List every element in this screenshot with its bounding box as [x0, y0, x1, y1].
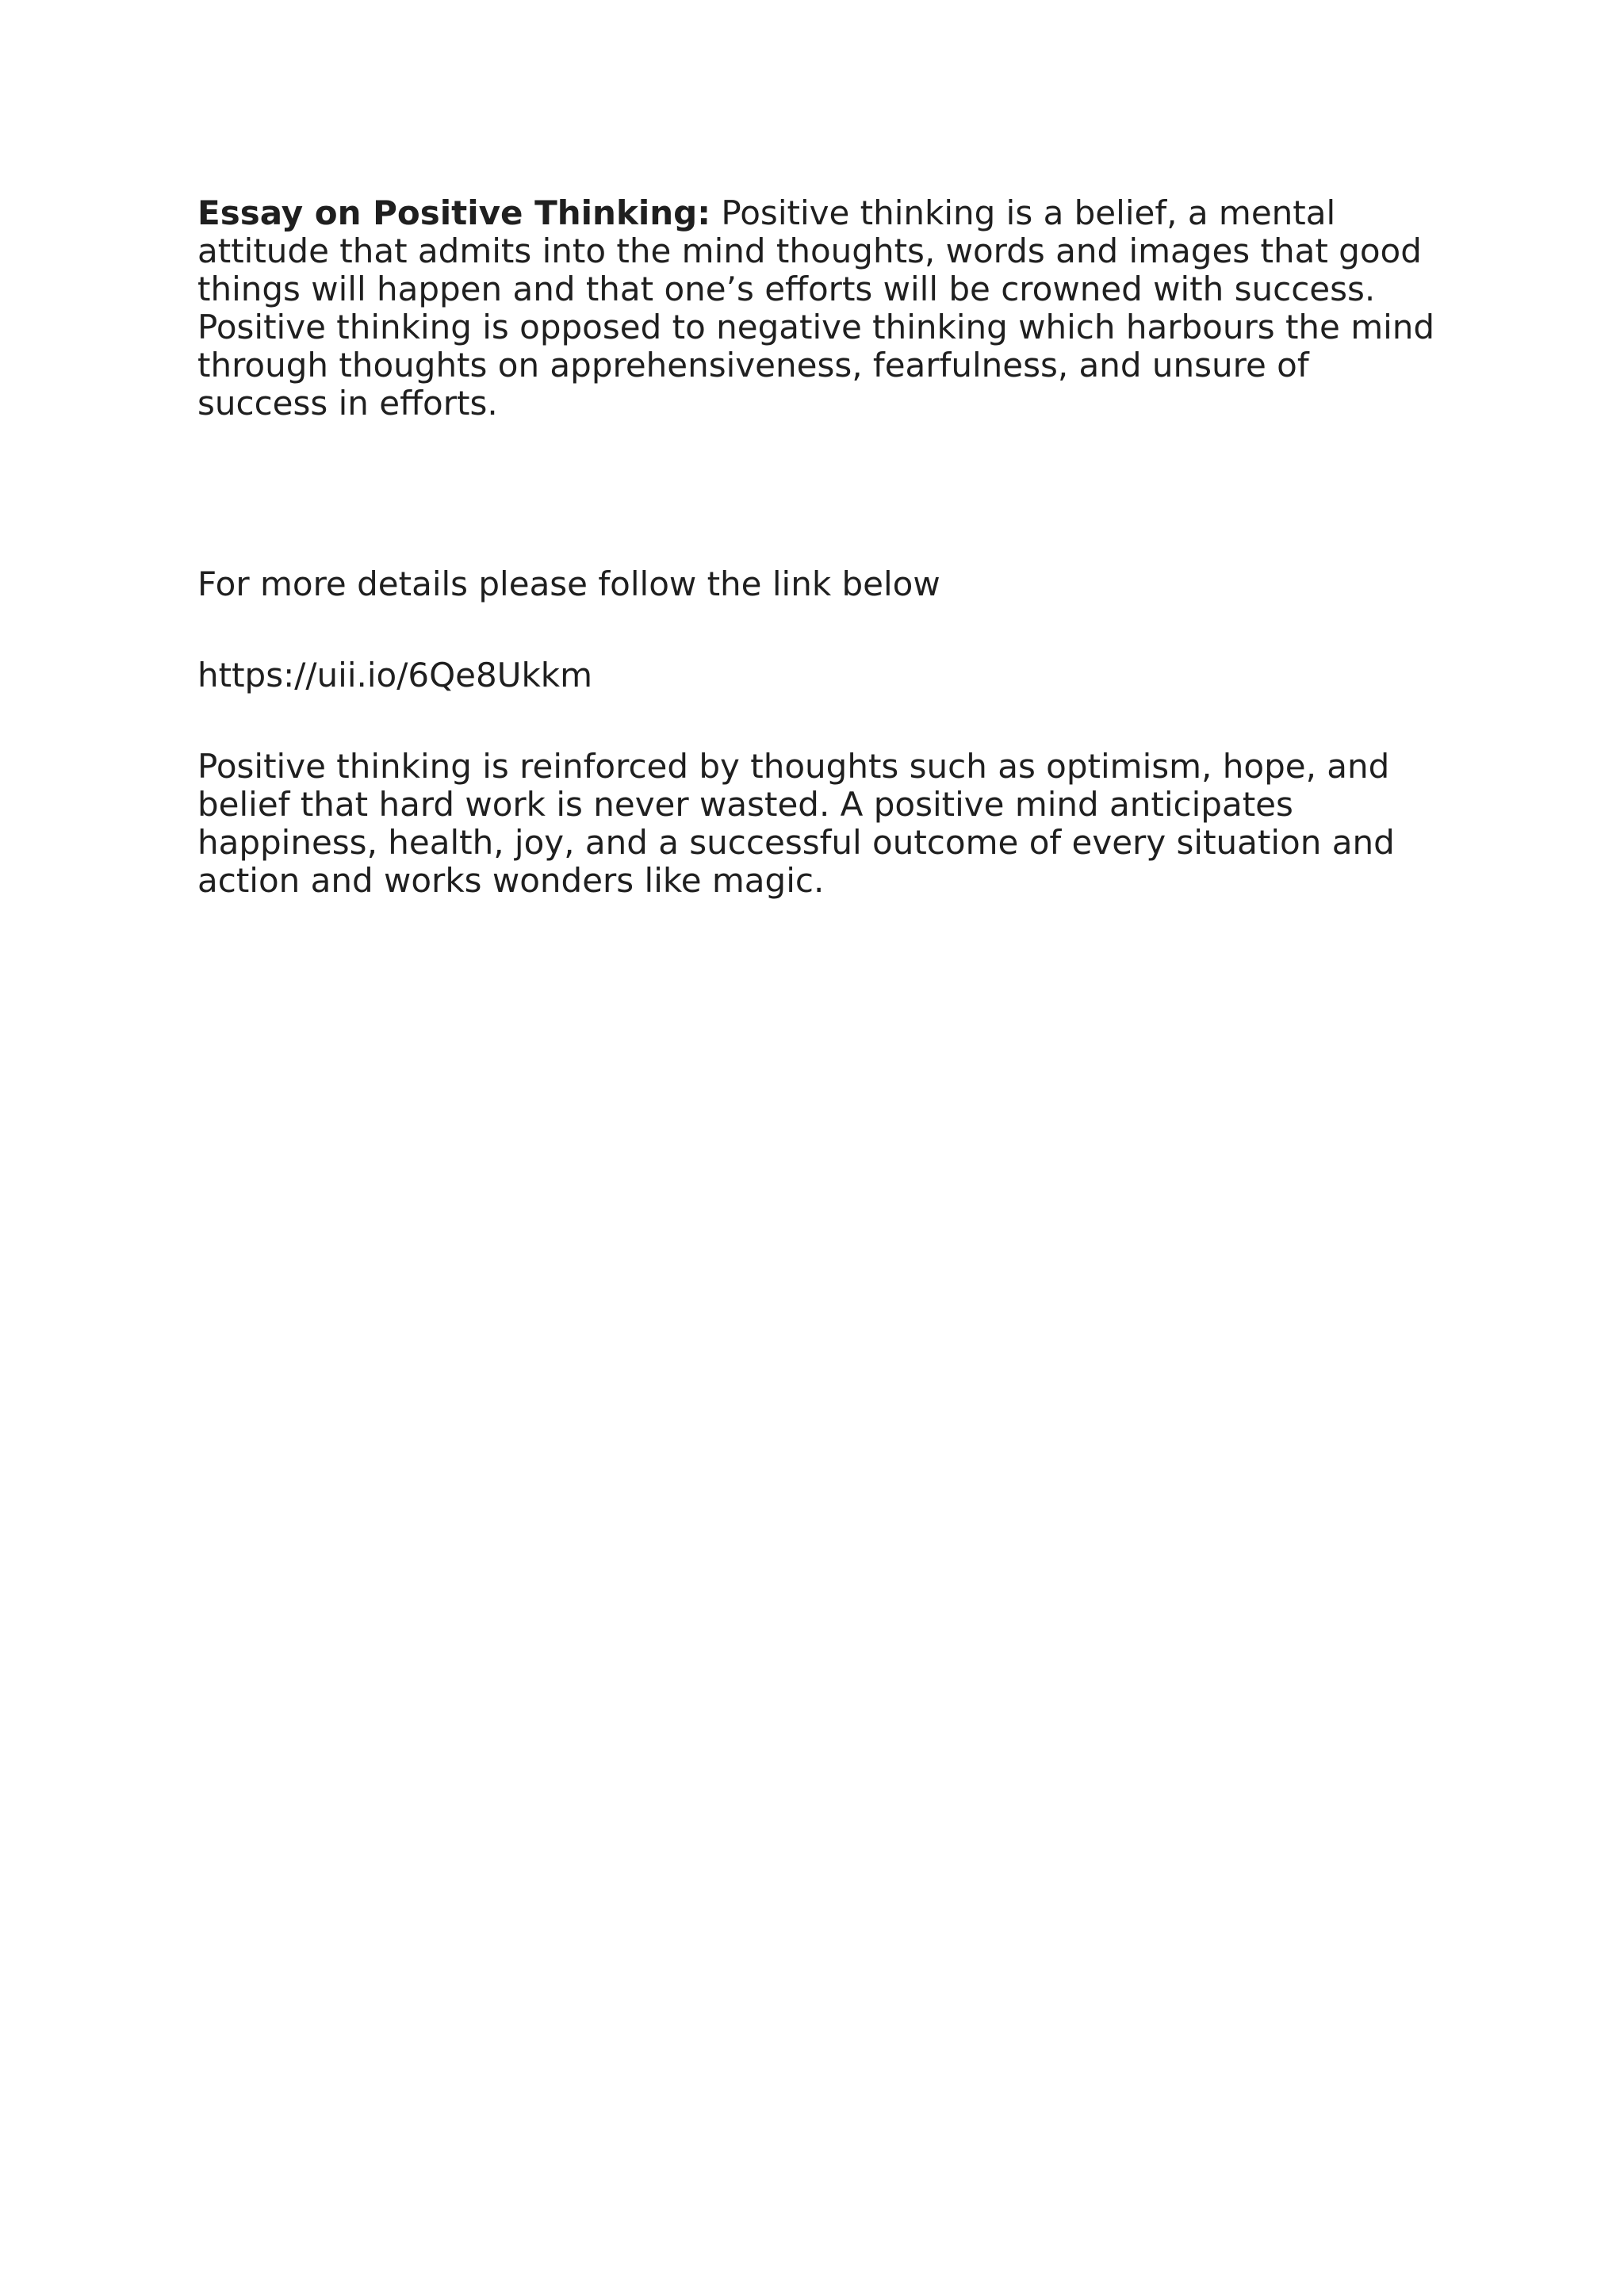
intro-line-4: Positive thinking is opposed to negative thinking which harbours the mind	[197, 308, 1435, 346]
body-line-4: action and works wonders like magic.	[197, 861, 825, 900]
details-link[interactable]: https://uii.io/6Qe8Ukkm	[197, 656, 593, 695]
body-line-1: Positive thinking is reinforced by thoughts such as optimism, hope, and	[197, 747, 1390, 786]
intro-line-3: things will happen and that one’s efforts will be crowned with success.	[197, 270, 1376, 308]
body-line-2: belief that hard work is never wasted. A positive mind anticipates	[197, 785, 1293, 824]
body-paragraph	[197, 748, 1434, 900]
more-details-text: For more details please follow the link below	[197, 564, 940, 603]
document-content	[197, 194, 1434, 900]
essay-title: Essay on Positive Thinking:	[197, 193, 711, 232]
body-line-3: happiness, health, joy, and a successful outcome of every situation and	[197, 823, 1395, 862]
intro-line-1	[197, 194, 1434, 232]
intro-line-2: attitude that admits into the mind thoughts, words and images that good	[197, 232, 1422, 270]
intro-paragraph	[197, 194, 1434, 423]
intro-text-1: Positive thinking is a belief, a mental	[721, 193, 1336, 232]
intro-line-5: through thoughts on apprehensiveness, fearfulness, and unsure of	[197, 346, 1309, 385]
intro-line-6: success in efforts.	[197, 384, 498, 423]
